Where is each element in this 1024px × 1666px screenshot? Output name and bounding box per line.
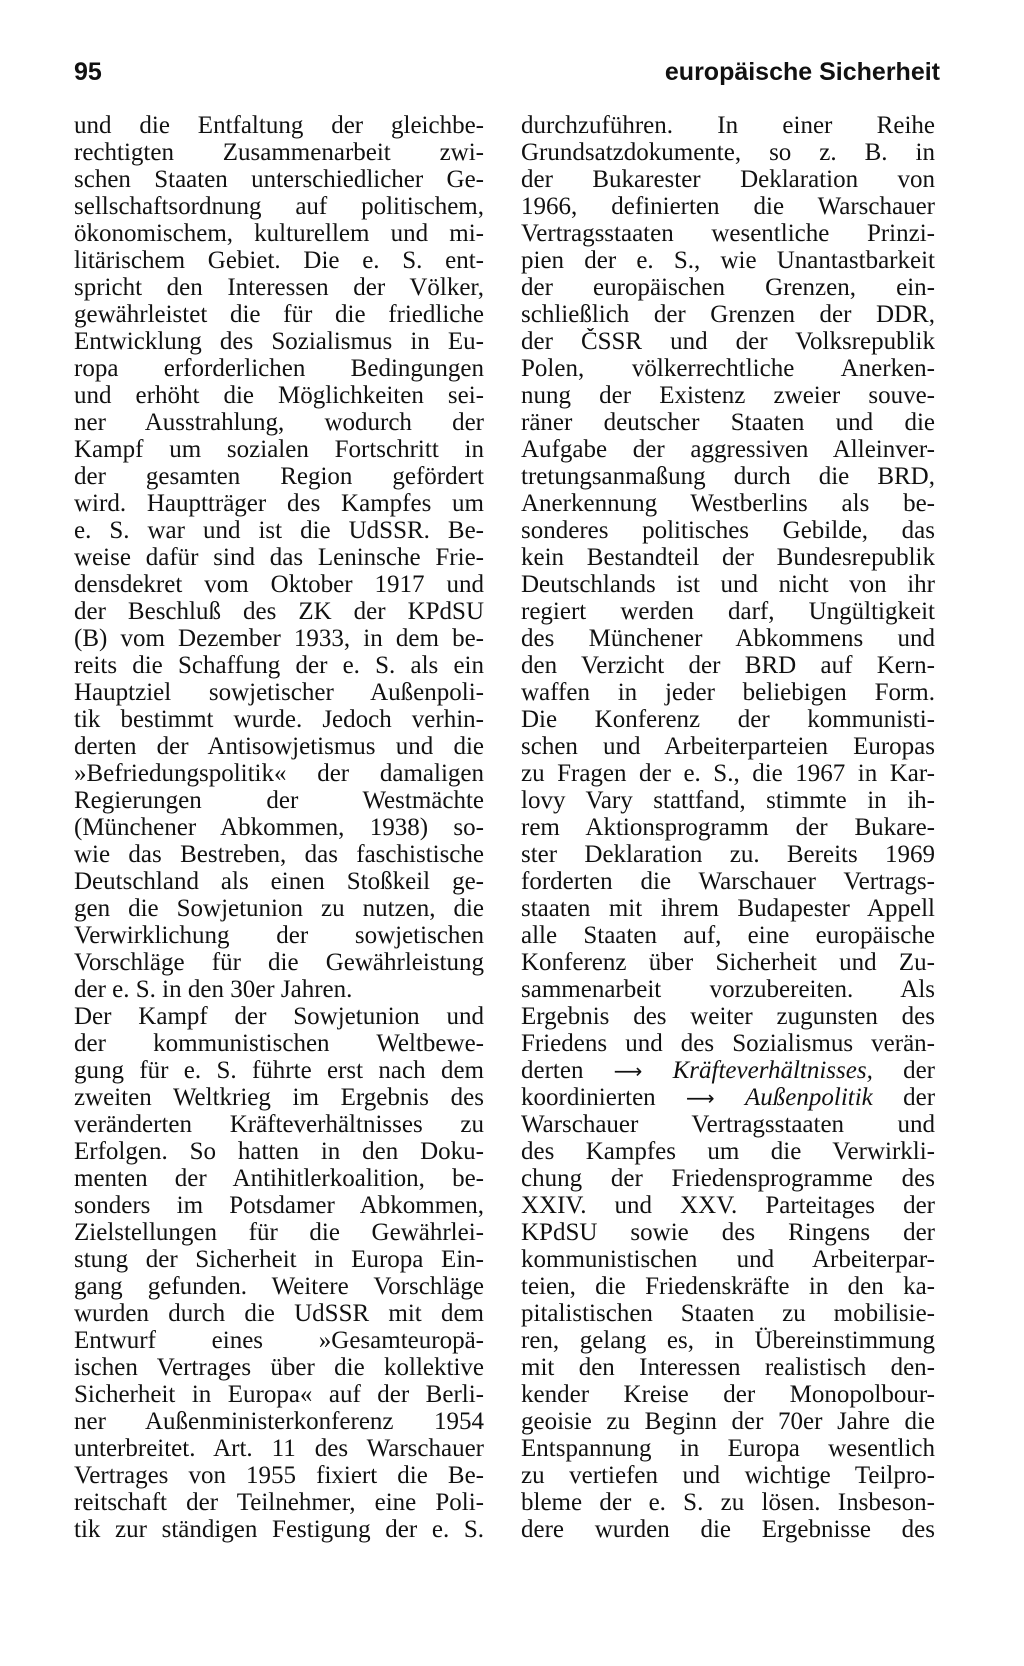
- text-line: gung für e. S. führte erst nach dem: [74, 1057, 484, 1084]
- text-line: Deutschland als einen Stoßkeil ge-: [74, 868, 484, 895]
- text-line: geoisie zu Beginn der 70er Jahre die: [521, 1408, 935, 1435]
- text-line: weise dafür sind das Leninsche Frie-: [74, 544, 484, 571]
- running-head: europäische Sicherheit: [664, 58, 940, 86]
- text-line: den Verzicht der BRD auf Kern-: [521, 652, 935, 679]
- cross-reference-term: Außenpolitik: [745, 1084, 873, 1111]
- text-line: wird. Hauptträger des Kampfes um: [74, 490, 484, 517]
- text-line: derten der Antisowjetismus und die: [74, 733, 484, 760]
- text-line: veränderten Kräfteverhältnisses zu: [74, 1111, 484, 1138]
- text-line: wurden durch die UdSSR mit dem: [74, 1300, 484, 1327]
- text-line: räner deutscher Staaten und die: [521, 409, 935, 436]
- text-line: Kampf um sozialen Fortschritt in: [74, 436, 484, 463]
- text-line: und erhöht die Möglichkeiten sei-: [74, 382, 484, 409]
- text-line: der ČSSR und der Volksrepublik: [521, 328, 935, 355]
- text-line: schließlich der Grenzen der DDR,: [521, 301, 935, 328]
- text-line: der europäischen Grenzen, ein-: [521, 274, 935, 301]
- text-line: waffen in jeder beliebigen Form.: [521, 679, 935, 706]
- text-line: der Beschluß des ZK der KPdSU: [74, 598, 484, 625]
- text-line: kein Bestandteil der Bundesrepublik: [521, 544, 935, 571]
- text-line: tretungsanmaßung durch die BRD,: [521, 463, 935, 490]
- cross-reference-arrow-icon: ⟶: [686, 1086, 715, 1110]
- text-line: [521, 1084, 935, 1111]
- text-line: der kommunistischen Weltbewe-: [74, 1030, 484, 1057]
- page-number: 95: [74, 58, 102, 86]
- text-line: Erfolgen. So hatten in den Doku-: [74, 1138, 484, 1165]
- text-line: Entwurf eines »Gesamteuropä-: [74, 1327, 484, 1354]
- text-line: chung der Friedensprogramme des: [521, 1165, 935, 1192]
- text-line: ren, gelang es, in Übereinstimmung: [521, 1327, 935, 1354]
- text-line: (Münchener Abkommen, 1938) so-: [74, 814, 484, 841]
- text-line: forderten die Warschauer Vertrags-: [521, 868, 935, 895]
- text-line: nung der Existenz zweier souve-: [521, 382, 935, 409]
- text-line: gang gefunden. Weitere Vorschläge: [74, 1273, 484, 1300]
- text-line: Friedens und des Sozialismus verän-: [521, 1030, 935, 1057]
- text-line: sonders im Potsdamer Abkommen,: [74, 1192, 484, 1219]
- text-line: Ergebnis des weiter zugunsten des: [521, 1003, 935, 1030]
- text-line: tik zur ständigen Festigung der e. S.: [74, 1516, 484, 1543]
- text-line: staaten mit ihrem Budapester Appell: [521, 895, 935, 922]
- text-fragment: koordinierten: [521, 1084, 656, 1111]
- text-line: der e. S. in den 30er Jahren.: [74, 976, 353, 1003]
- text-line: XXIV. und XXV. Parteitages der: [521, 1192, 935, 1219]
- text-line: Vertrages von 1955 fixiert die Be-: [74, 1462, 484, 1489]
- text-line: ster Deklaration zu. Bereits 1969: [521, 841, 935, 868]
- text-line: lovy Vary stattfand, stimmte in ih-: [521, 787, 935, 814]
- text-line: zu Fragen der e. S., die 1967 in Kar-: [521, 760, 935, 787]
- text-line: ropa erforderlichen Bedingungen: [74, 355, 484, 382]
- text-line: Aufgabe der aggressiven Alleinver-: [521, 436, 935, 463]
- text-line: Vorschläge für die Gewährleistung: [74, 949, 484, 976]
- text-line: sonderes politisches Gebilde, das: [521, 517, 935, 544]
- text-line: Die Konferenz der kommunisti-: [521, 706, 935, 733]
- text-line: 1966, definierten die Warschauer: [521, 193, 935, 220]
- text-line: der Bukarester Deklaration von: [521, 166, 935, 193]
- text-line: rem Aktionsprogramm der Bukare-: [521, 814, 935, 841]
- text-line: ner Außenministerkonferenz 1954: [74, 1408, 484, 1435]
- text-line: menten der Antihitlerkoalition, be-: [74, 1165, 484, 1192]
- text-line: Sicherheit in Europa« auf der Berli-: [74, 1381, 484, 1408]
- text-line: Entwicklung des Sozialismus in Eu-: [74, 328, 484, 355]
- text-line: Warschauer Vertragsstaaten und: [521, 1111, 935, 1138]
- text-line: [521, 1057, 935, 1084]
- text-line: Grundsatzdokumente, so z. B. in: [521, 139, 935, 166]
- text-line: Konferenz über Sicherheit und Zu-: [521, 949, 935, 976]
- cross-reference-term: Kräfteverhältnisses,: [672, 1057, 873, 1084]
- text-line: alle Staaten auf, eine europäische: [521, 922, 935, 949]
- text-line: schen Staaten unterschiedlicher Ge-: [74, 166, 484, 193]
- text-line: ner Ausstrahlung, wodurch der: [74, 409, 484, 436]
- text-line: zweiten Weltkrieg im Ergebnis des: [74, 1084, 484, 1111]
- text-line: ischen Vertrages über die kollektive: [74, 1354, 484, 1381]
- text-line: kender Kreise der Monopolbour-: [521, 1381, 935, 1408]
- text-line: Entspannung in Europa wesentlich: [521, 1435, 935, 1462]
- text-line: e. S. war und ist die UdSSR. Be-: [74, 517, 484, 544]
- text-line: wie das Bestreben, das faschistische: [74, 841, 484, 868]
- text-line: mit den Interessen realistisch den-: [521, 1354, 935, 1381]
- text-line: Der Kampf der Sowjetunion und: [74, 1003, 484, 1030]
- text-line: spricht den Interessen der Völker,: [74, 274, 484, 301]
- right-text-column: [521, 112, 935, 1543]
- text-line: unterbreitet. Art. 11 des Warschauer: [74, 1435, 484, 1462]
- text-line: pitalistischen Staaten zu mobilisie-: [521, 1300, 935, 1327]
- text-fragment: der: [903, 1057, 935, 1084]
- text-line: gewährleistet die für die friedliche: [74, 301, 484, 328]
- page-header: [74, 58, 940, 98]
- text-line: stung der Sicherheit in Europa Ein-: [74, 1246, 484, 1273]
- text-line: »Befriedungspolitik« der damaligen: [74, 760, 484, 787]
- text-line: reitschaft der Teilnehmer, eine Poli-: [74, 1489, 484, 1516]
- text-line: Anerkennung Westberlins als be-: [521, 490, 935, 517]
- text-line: durchzuführen. In einer Reihe: [521, 112, 935, 139]
- text-line: regiert werden darf, Ungültigkeit: [521, 598, 935, 625]
- text-line: densdekret vom Oktober 1917 und: [74, 571, 484, 598]
- text-line: der gesamten Region gefördert: [74, 463, 484, 490]
- text-line: Polen, völkerrechtliche Anerken-: [521, 355, 935, 382]
- text-line: KPdSU sowie des Ringens der: [521, 1219, 935, 1246]
- text-line: Verwirklichung der sowjetischen: [74, 922, 484, 949]
- text-line: sammenarbeit vorzubereiten. Als: [521, 976, 935, 1003]
- text-line: Regierungen der Westmächte: [74, 787, 484, 814]
- text-line: bleme der e. S. zu lösen. Insbeson-: [521, 1489, 935, 1516]
- text-line: litärischem Gebiet. Die e. S. ent-: [74, 247, 484, 274]
- text-line: Deutschlands ist und nicht von ihr: [521, 571, 935, 598]
- text-line: pien der e. S., wie Unantastbarkeit: [521, 247, 935, 274]
- left-text-column: [74, 112, 484, 1543]
- text-line: rechtigten Zusammenarbeit zwi-: [74, 139, 484, 166]
- text-line: kommunistischen und Arbeiterpar-: [521, 1246, 935, 1273]
- text-line: Zielstellungen für die Gewährlei-: [74, 1219, 484, 1246]
- text-line: ökonomischem, kulturellem und mi-: [74, 220, 484, 247]
- text-line: des Münchener Abkommens und: [521, 625, 935, 652]
- text-line: tik bestimmt wurde. Jedoch verhin-: [74, 706, 484, 733]
- text-line: und die Entfaltung der gleichbe-: [74, 112, 484, 139]
- text-line: teien, die Friedenskräfte in den ka-: [521, 1273, 935, 1300]
- text-line: schen und Arbeiterparteien Europas: [521, 733, 935, 760]
- text-line: gen die Sowjetunion zu nutzen, die: [74, 895, 484, 922]
- text-line: reits die Schaffung der e. S. als ein: [74, 652, 484, 679]
- text-line: dere wurden die Ergebnisse des: [521, 1516, 935, 1543]
- text-line: zu vertiefen und wichtige Teilpro-: [521, 1462, 935, 1489]
- text-line: Vertragsstaaten wesentliche Prinzi-: [521, 220, 935, 247]
- text-fragment: der: [903, 1084, 935, 1111]
- text-line: (B) vom Dezember 1933, in dem be-: [74, 625, 484, 652]
- text-line: Hauptziel sowjetischer Außenpoli-: [74, 679, 484, 706]
- text-line: des Kampfes um die Verwirkli-: [521, 1138, 935, 1165]
- cross-reference-arrow-icon: ⟶: [613, 1059, 643, 1083]
- text-fragment: derten: [521, 1057, 584, 1084]
- text-line: sellschaftsordnung auf politischem,: [74, 193, 484, 220]
